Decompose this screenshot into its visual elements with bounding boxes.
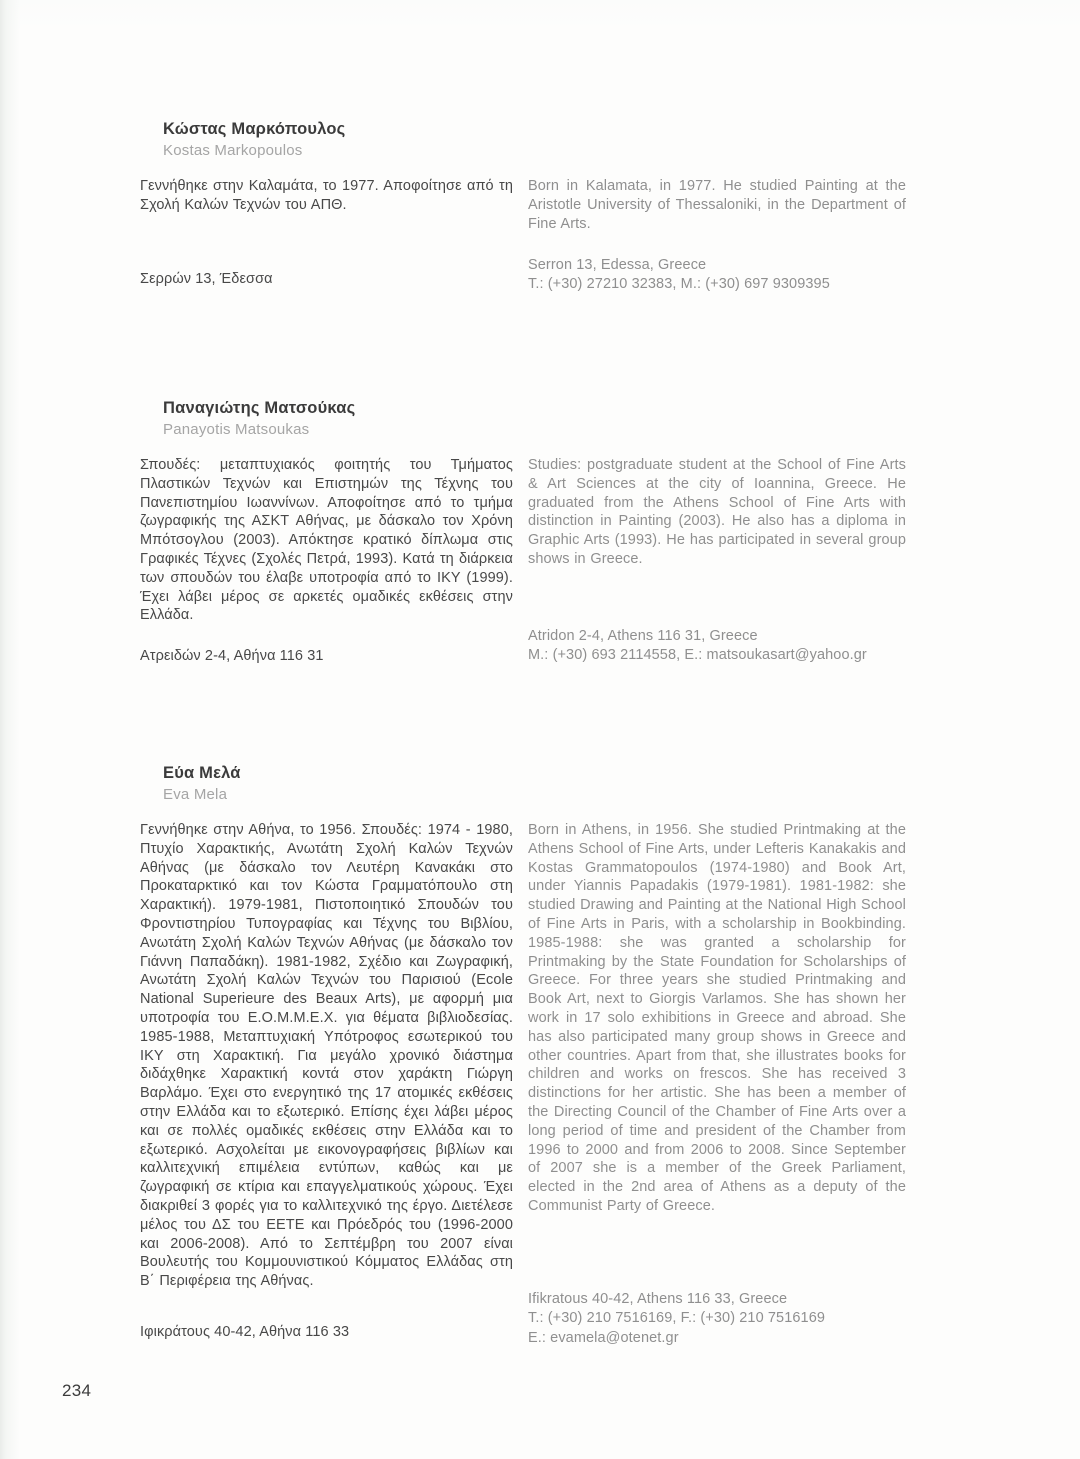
artist-entry xyxy=(140,119,906,293)
artist-name-english: Eva Mela xyxy=(163,786,228,803)
bio-english: Born in Kalamata, in 1977. He studied Painting at the Aristotle University of Thessaloniki, in the Department of Fine Arts. xyxy=(528,178,906,232)
address-greek: Σερρών 13, Έδεσσα xyxy=(140,271,273,287)
contact-address-line: Ifikratous 40-42, Athens 116 33, Greece xyxy=(528,1291,788,1307)
bio-english: Studies: postgraduate student at the School of Fine Arts & Art Sciences at the city of Ioannina, Greece. He graduated from the Athens School of Fine Arts with distinction in Painting (2003). He also has a diploma in Graphic Arts (1993). He has participated in several group shows in Greece. xyxy=(528,457,906,567)
contact-english xyxy=(528,627,906,666)
artist-name-greek: Εύα Μελά xyxy=(163,764,241,782)
artist-entry-header xyxy=(163,398,906,440)
bio-greek: Γεννήθηκε στην Καλαμάτα, το 1977. Αποφοίτησε από τη Σχολή Καλών Τεχνών του ΑΠΘ. xyxy=(140,178,513,213)
bio-english: Born in Athens, in 1956. She studied Printmaking at the Athens School of Fine Arts, under Lefteris Kanakakis and Kostas Grammatopoulos (1974-1980) and Book Art, under Yiannis Papadakis (1979-1981). 1981-1982: she studied Drawing and Painting at the National High School of Fine Arts in Paris, with a scholarship in Bookbinding. 1985-1988: she was granted a scholarship for Printmaking by the State Foundation for Scholarships of Greece. For three years she studied Printmaking and Book Art, next to Giorgis Varlamos. She has shown her work in 17 solo exhibitions in Greece and abroad. She has also participated many group shows in Greece and other countries. Apart from that, she illustrates books for children and works on frescos. She has received 3 distinctions for her artistic. She has been a member of the Directing Council of the Chamber of Fine Arts over a long period of time and president of the Chamber from 1996 to 2000 and from 2006 to 2008. Since September of 2007 she is a member of the Greek Parliament, elected in the 2nd area of Athens as a deputy of the Communist Party of Greece. xyxy=(528,822,906,1214)
artist-entry-header xyxy=(163,119,906,161)
bio-columns xyxy=(140,456,906,664)
contact-english xyxy=(528,256,906,295)
bio-columns xyxy=(140,821,906,1346)
address-greek: Ατρειδών 2-4, Αθήνα 116 31 xyxy=(140,648,324,664)
contact-address-line: Atridon 2-4, Athens 116 31, Greece xyxy=(528,628,758,644)
english-column xyxy=(528,177,906,293)
contact-phone-line: T.: (+30) 27210 32383, M.: (+30) 697 9309395 xyxy=(528,276,830,293)
greek-column xyxy=(140,456,513,664)
bio-greek: Γεννήθηκε στην Αθήνα, το 1956. Σπουδές: 1974 - 1980, Πτυχίο Χαρακτικής, Ανωτάτη Σχολή Καλών Τεχνών Αθήνας (με δάσκαλο τον Λευτέρη Κανακάκι στο Προκαταρκτικό και τον Κώστα Γραμματόπουλο στη Χαρακτική). 1979-1981, Πιστοποιητικό Σπουδών του Φροντιστηρίου Τυπογραφίας και Τέχνης του Βιβλίου, Ανωτάτη Σχολή Καλών Τεχνών Αθήνας (με δάσκαλο τον Γιάννη Παπαδάκη). 1981-1982, Σχέδιο και Ζωγραφική, Ανωτάτη Σχολή Καλών Τεχνών του Παρισιού (Ecole National Superieure des Beaux Arts), με αφορμή μια υποτροφία του Ε.Ο.Μ.Μ.Ε.Χ. για θέματα βιβλιοδεσίας. 1985-1988, Μεταπτυχιακή Υπότροφος εσωτερικού του ΙΚΥ στη Χαρακτική. Για μεγάλο χρονικό διάστημα διδάχθηκε Χαρακτική κοντά στον χαράκτη Γιώργη Βαρλάμο. Έχει στο ενεργητικό της 17 ατομικές εκθέσεις στην Ελλάδα και το εξωτερικό. Επίσης έχει λάβει μέρος και σε πολλές ομαδικές εκθέσεις στην Ελλάδα και το εξωτερικό. Ασχολείται με εικονογραφήσεις βιβλίων και καλλιτεχνική επιμέλεια εντύπων, καθώς και με ζωγραφική σε κτίρια και επαγγελματικούς χώρους. Έχει διακριθεί 3 φορές για το καλλιτεχνικό της έργο. Διετέλεσε μέλος του ΔΣ του ΕΕΤΕ και Πρόεδρός του (1996-2000 και 2006-2008). Από το Σεπτέμβρη του 2007 είναι Βουλευτής του Κομμουνιστικού Κόμματος Ελλάδας στη Β΄ Περιφέρεια της Αθήνας. xyxy=(140,822,513,1290)
address-greek: Ιφικράτους 40-42, Αθήνα 116 33 xyxy=(140,1324,350,1340)
greek-column xyxy=(140,177,513,287)
artist-name-greek: Παναγιώτης Ματσούκας xyxy=(163,399,356,417)
bio-greek: Σπουδές: μεταπτυχιακός φοιτητής του Τμήματος Πλαστικών Τεχνών και Επιστημών της Τέχνης του Πανεπιστημίου Ιωαννίνων. Αποφοίτησε από το τμήμα ζωγραφικής της ΑΣΚΤ Αθήνας, με δάσκαλο τον Χρόνη Μπότσογλου (2003). Απόκτησε κρατικό δίπλωμα στις Γραφικές Τέχνες (Σχολές Πετρά, 1993). Κατά τη διάρκεια των σπουδών του έλαβε υποτροφία από το ΙΚΥ (1999). Έχει λάβει μέρος σε αρκετές ομαδικές εκθέσεις στην Ελλάδα. xyxy=(140,457,513,624)
contact-phone-fax-line: T.: (+30) 210 7516169, F.: (+30) 210 7516169 xyxy=(528,1310,826,1327)
contact-address-line: Serron 13, Edessa, Greece xyxy=(528,257,707,273)
english-column xyxy=(528,821,906,1346)
contact-email-line: E.: evamela@otenet.gr xyxy=(528,1329,679,1346)
artist-name-english: Panayotis Matsoukas xyxy=(163,421,310,438)
artist-name-greek: Κώστας Μαρκόπουλος xyxy=(163,120,346,138)
page-number: 234 xyxy=(62,1381,92,1400)
english-column xyxy=(528,456,906,664)
artist-entry xyxy=(140,763,906,1346)
greek-column xyxy=(140,821,513,1340)
contact-english xyxy=(528,1290,906,1348)
artist-entry-header xyxy=(163,763,906,805)
artist-entry xyxy=(140,398,906,664)
bio-columns xyxy=(140,177,906,293)
contact-phone-email-line: M.: (+30) 693 2114558, E.: matsoukasart@yahoo.gr xyxy=(528,647,867,664)
artist-name-english: Kostas Markopoulos xyxy=(163,142,303,159)
